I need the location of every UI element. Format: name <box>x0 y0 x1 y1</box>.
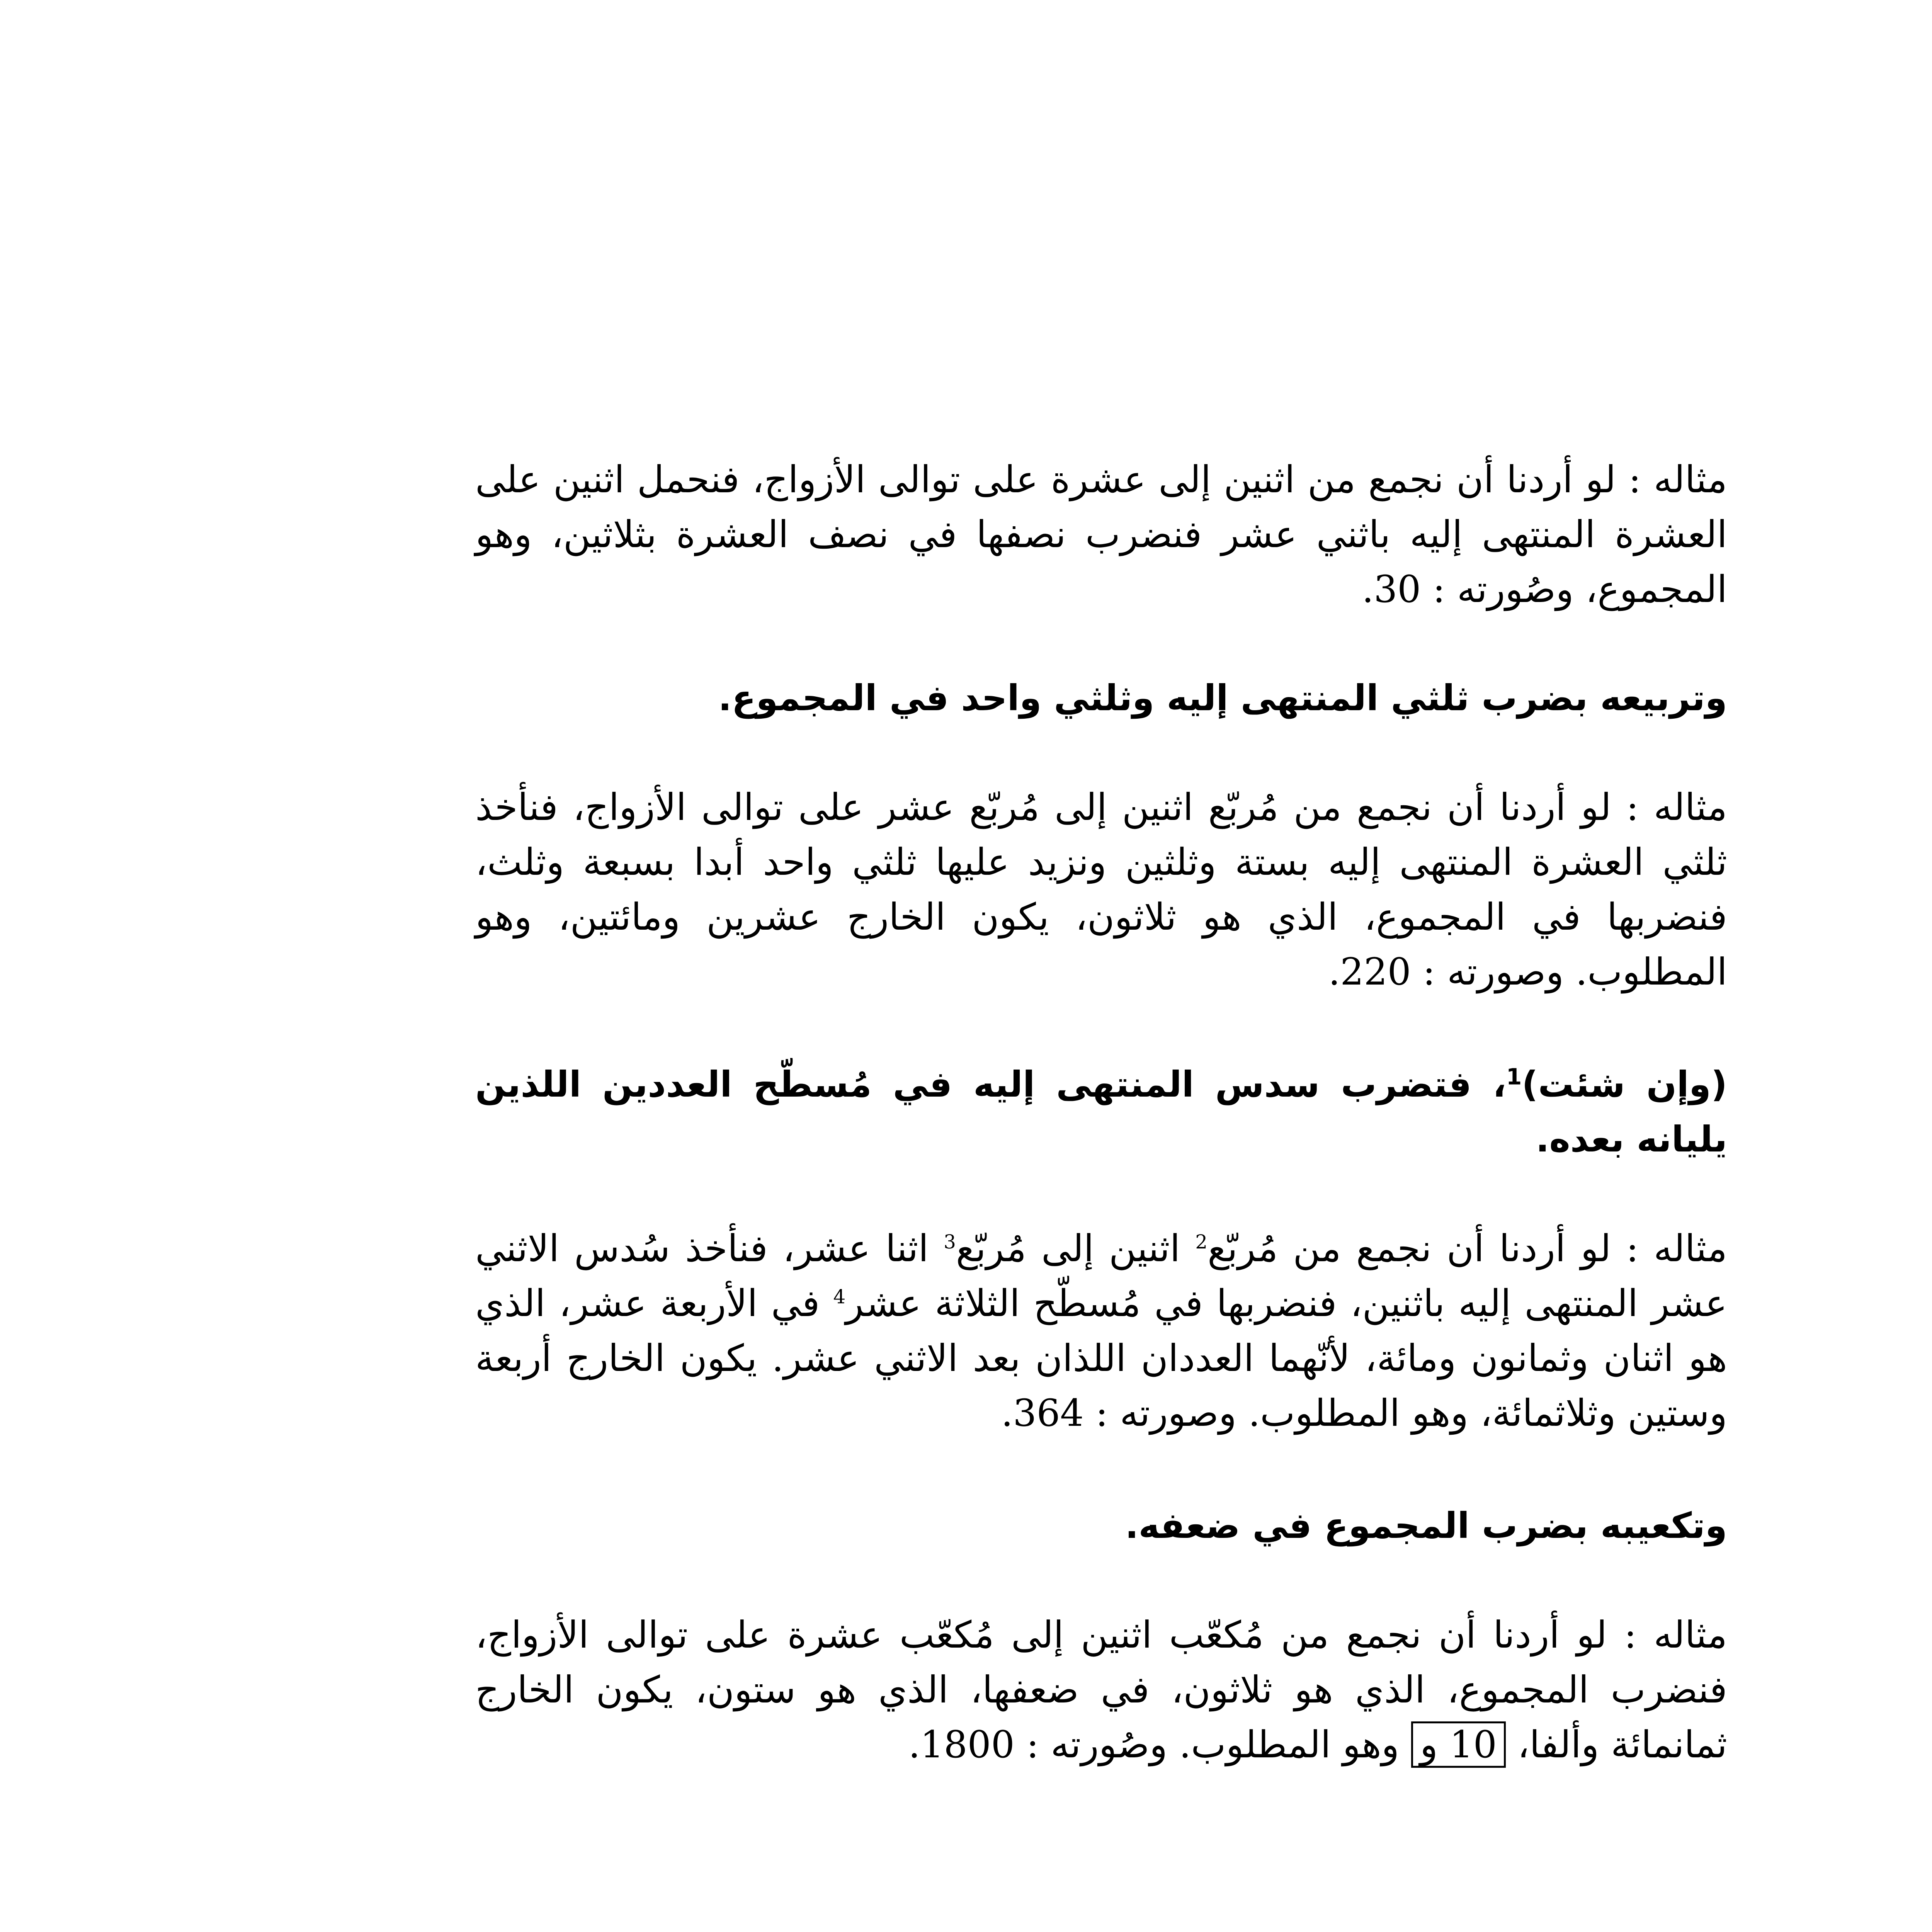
heading-text-part: ، فتضرب سدس المنتهى إليه في مُسطّح العددين اللذين يليانه بعده. <box>475 1064 1727 1160</box>
heading-cubes-rule <box>475 1498 1727 1553</box>
heading-text: وتكعيبه بضرب المجموع في ضعفه. <box>1125 1505 1727 1546</box>
paragraph-text: مثاله : لو أردنا أن نجمع من مُربّع اثنين إلى مُربّع عشر على توالى الأزواج، فنأخذ ثلثي العشرة المنتهى إليه بستة وثلثين ونزيد عليها ثلثي واحد أبدا بسبعة وثلث، فنضربها في المجموع، الذي هو ثلاثون، يكون الخارج عشرين ومائتين، وهو المطلوب. وصورته : 220. <box>475 786 1728 993</box>
paragraph-text-part: وهو المطلوب. وصُورته : 1800. <box>908 1723 1411 1766</box>
heading-text: وتربيعه بضرب ثلثي المنتهى إليه وثلثي واحد في المجموع. <box>718 677 1727 719</box>
footnote-ref-3[interactable]: 3 <box>944 1231 956 1253</box>
paragraph-text-part: اثنين إلى مُربّع <box>956 1227 1196 1270</box>
paragraph-example-2 <box>475 780 1727 999</box>
paragraph-text-part: في الأربعة عشر، الذي هو اثنان وثمانون ومائة، لأنّهما العددان اللذان بعد الاثني عشر. يكون الخارج أربعة وستين وثلاثمائة، وهو المطلوب. وصورته : 364. <box>475 1282 1727 1435</box>
paragraph-example-1 <box>475 452 1727 617</box>
heading-text-part: (وإن شئت) <box>1522 1064 1727 1105</box>
paragraph-text-part: مثاله : لو أردنا أن نجمع من مُربّع <box>1208 1227 1728 1270</box>
boxed-page-marker: 10 و <box>1411 1721 1506 1768</box>
heading-squares-rule <box>475 671 1727 726</box>
paragraph-text-part: مثاله : لو أردنا أن نجمع من مُكعّب اثنين إلى مُكعّب عشرة على توالى الأزواج، فنضرب المجموع، الذي هو ثلاثون، في ضعفها، الذي هو ستون، يكون الخارج ثمانمائة وألفا، <box>475 1613 1728 1766</box>
paragraph-text: مثاله : لو أردنا أن نجمع من اثنين إلى عشرة على توالى الأزواج، فنحمل اثنين على العشرة المنتهى إليه باثني عشر فنضرب نصفها في نصف العشرة بثلاثين، وهو المجموع، وصُورته : 30. <box>475 458 1727 611</box>
paragraph-example-3 <box>475 1221 1727 1440</box>
heading-alternate-rule <box>475 1057 1727 1167</box>
page-body <box>475 452 1727 1830</box>
paragraph-text-part: اثنا عشر، فنأخذ سُدس الاثني عشر المنتهى إليه باثنين، فنضربها في مُسطّح الثلاثة عشر <box>475 1227 1728 1325</box>
paragraph-example-4 <box>475 1607 1727 1772</box>
footnote-ref-2[interactable]: 2 <box>1195 1231 1208 1253</box>
footnote-ref-4[interactable]: 4 <box>833 1286 846 1308</box>
footnote-ref-1[interactable]: 1 <box>1506 1063 1522 1090</box>
